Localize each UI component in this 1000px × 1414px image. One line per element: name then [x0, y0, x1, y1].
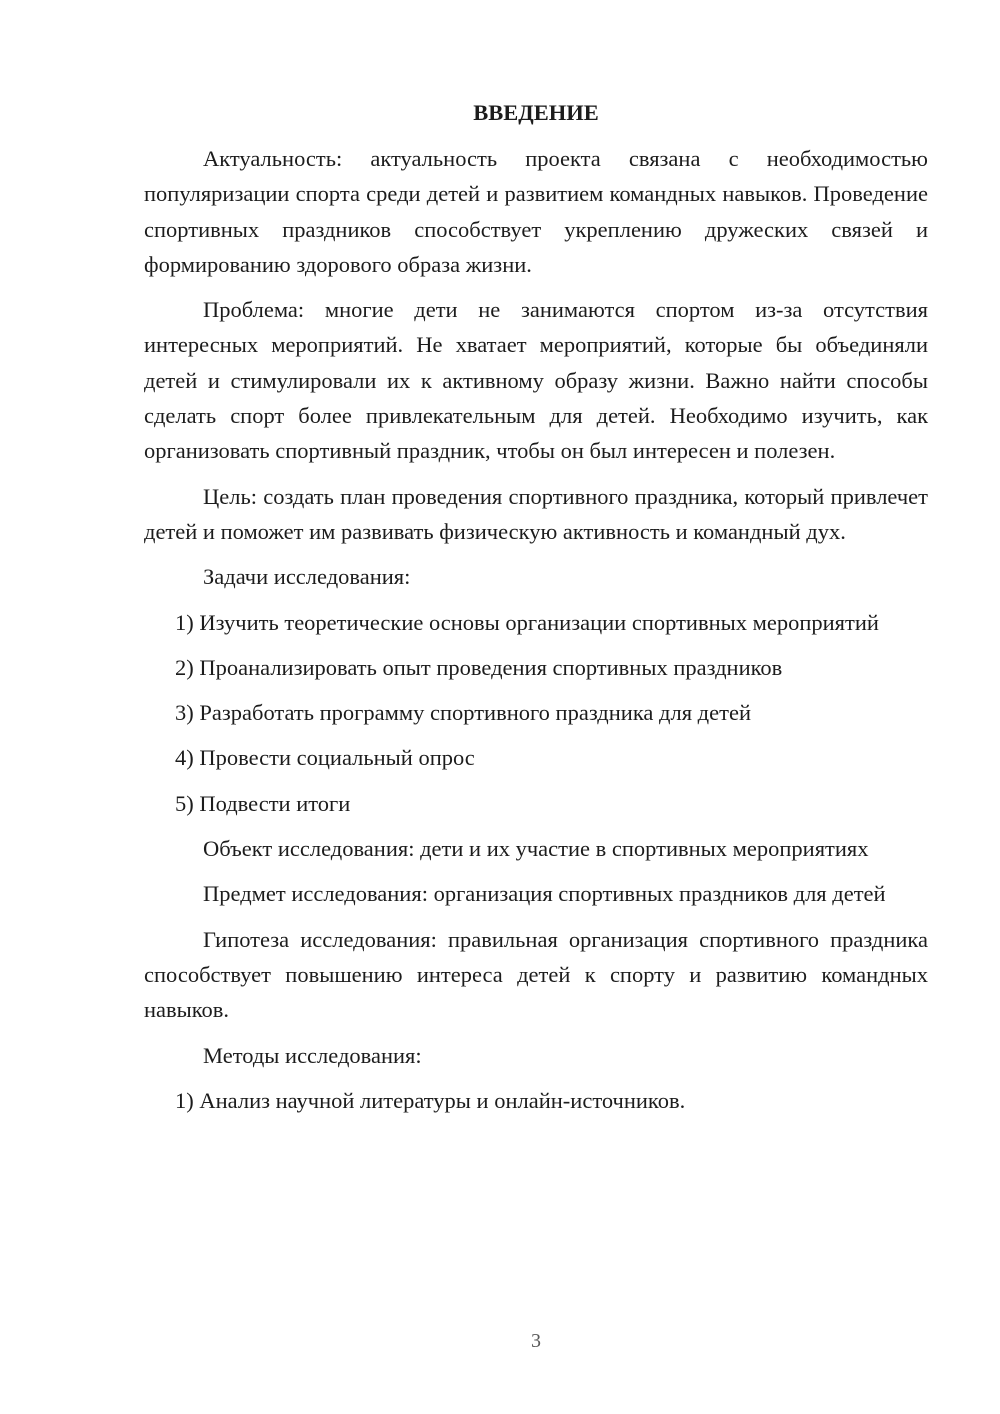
paragraph-subject: Предмет исследования: организация спортивных праздников для детей [203, 881, 886, 907]
paragraph-relevance: Актуальность: актуальность проекта связана с необходимостью популяризации спорта среди детей и развитием командных навыков. Проведение спортивных праздников способствует укреплению дружеских связей и формированию здорового образа жизни. [144, 146, 928, 277]
task-item-5: 5) Подвести итоги [175, 790, 351, 816]
page-number: 3 [531, 1330, 541, 1352]
paragraph-goal: Цель: создать план проведения спортивного праздника, который привлечет детей и поможет им развивать физическую активность и командный дух. [144, 483, 928, 544]
section-title: ВВЕДЕНИЕ [473, 100, 599, 125]
page-content [144, 95, 928, 1128]
paragraph-hypothesis: Гипотеза исследования: правильная организация спортивного праздника способствует повышению интереса детей к спорту и развитию командных навыков. [144, 926, 928, 1023]
paragraph-object: Объект исследования: дети и их участие в спортивных мероприятиях [203, 836, 869, 862]
paragraph-problem: Проблема: многие дети не занимаются спортом из-за отсутствия интересных мероприятий. Не хватает мероприятий, которые бы объединяли детей и стимулировали их к активному образу жизни. Важно найти способы сделать спорт более привлекательным для детей. Необходимо изучить, как организовать спортивный праздник, чтобы он был интересен и полезен. [144, 297, 928, 464]
tasks-heading: Задачи исследования: [203, 564, 411, 590]
task-item-2: 2) Проанализировать опыт проведения спортивных праздников [175, 654, 783, 680]
task-item-4: 4) Провести социальный опрос [175, 745, 475, 771]
method-item-1: 1) Анализ научной литературы и онлайн-источников. [175, 1087, 686, 1113]
task-item-1: 1) Изучить теоретические основы организации спортивных мероприятий [175, 609, 879, 635]
methods-heading: Методы исследования: [203, 1042, 422, 1068]
task-item-3: 3) Разработать программу спортивного праздника для детей [175, 700, 751, 726]
